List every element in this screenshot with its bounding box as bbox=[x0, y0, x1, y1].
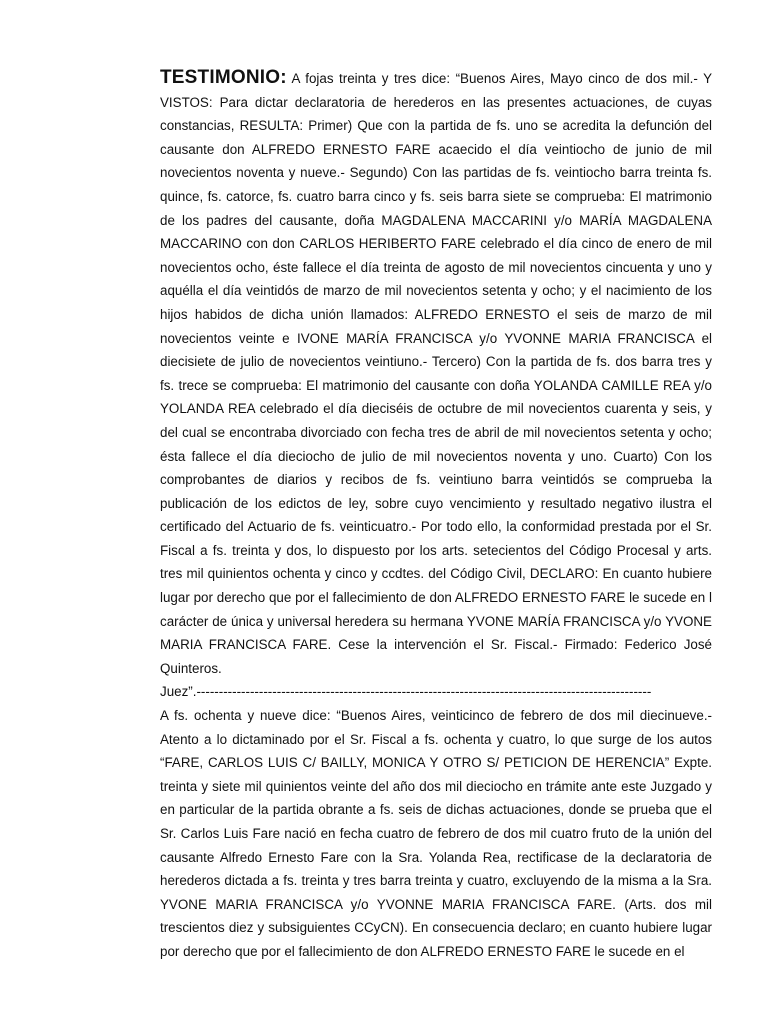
document-title: TESTIMONIO: bbox=[160, 67, 287, 88]
paragraph-2: A fs. ochenta y nueve dice: “Buenos Aires, veinticinco de febrero de dos mil diecinueve.- Atento a lo dictaminado por el Sr. Fiscal a fs. ochenta y cuatro, lo que surge de los autos “FARE, CARLOS LUIS C/ BAILLY, MONICA Y OTRO S/ PETICION DE HERENCIA” Expte. treinta y siete mil quinientos veinte del año dos mil dieciocho en trámite ante este Juzgado y en particular de la partida obrante a fs. seis de dichas actuaciones, donde se prueba que el Sr. Carlos Luis Fare nació en fecha cuatro de febrero de dos mil cuatro fruto de la unión del causante Alfredo Ernesto Fare con la Sra. Yolanda Rea, rectificase de la declaratoria de herederos dictada a fs. treinta y tres barra treinta y cuatro, excluyendo de la misma a la Sra. YVONE MARIA FRANCISCA y/o YVONNE MARIA FRANCISCA FARE. (Arts. dos mil trescientos diez y subsiguientes CCyCN). En consecuencia declaro; en cuanto hubiere lugar por derecho que por el fallecimiento de don ALFREDO ERNESTO FARE le sucede en el bbox=[160, 708, 712, 959]
judge-signature-line: Juez”.------------------------------------------------------------------------------------------------------ bbox=[160, 684, 652, 700]
document-page bbox=[160, 66, 712, 964]
paragraph-testimonio bbox=[160, 66, 712, 680]
paragraph-1-text: A fojas treinta y tres dice: “Buenos Aires, Mayo cinco de dos mil.- Y VISTOS: Para dictar declaratoria de herederos en las presentes actuaciones, de cuyas constancias, RESULTA: Primer) Que con la partida de fs. uno se acredita la defunción del causante don ALFREDO ERNESTO FARE acaecido el día veintiocho de junio de mil novecientos noventa y nueve.- Segundo) Con las partidas de fs. veintiocho barra treinta fs. quince, fs. catorce, fs. cuatro barra cinco y fs. seis barra siete se comprueba: El matrimonio de los padres del causante, doña MAGDALENA MACCARINI y/o MARÍA MAGDALENA MACCARINO con don CARLOS HERIBERTO FARE celebrado el día cinco de enero de mil novecientos ocho, éste fallece el día treinta de agosto de mil novecientos cincuenta y uno y aquélla el día veintidós de marzo de mil novecientos setenta y ocho; y el nacimiento de los hijos habidos de dicha unión llamados: ALFREDO ERNESTO el seis de marzo de mil novecientos veinte e IVONE MARÍA FRANCISCA y/o YVONNE MARIA FRANCISCA el diecisiete de julio de novecientos veintiuno.- Tercero) Con la partida de fs. dos barra tres y fs. trece se comprueba: El matrimonio del causante con doña YOLANDA CAMILLE REA y/o YOLANDA REA celebrado el día dieciséis de octubre de mil novecientos cuarenta y seis, y del cual se encontraba divorciado con fecha tres de abril de mil novecientos setenta y ocho; ésta fallece el día dieciocho de julio de mil novecientos noventa y uno. Cuarto) Con los comprobantes de diarios y recibos de fs. veintiuno barra veintidós se comprueba la publicación de los edictos de ley, sobre cuyo vencimiento y resultado negativo ilustra el certificado del Actuario de fs. veinticuatro.- Por todo ello, la conformidad prestada por el Sr. Fiscal a fs. treinta y dos, lo dispuesto por los arts. setecientos del Código Procesal y arts. tres mil quinientos ochenta y cinco y ccdtes. del Código Civil, DECLARO: En cuanto hubiere lugar por derecho que por el fallecimiento de don ALFREDO ERNESTO FARE le sucede en l carácter de única y universal heredera su hermana YVONE MARÍA FRANCISCA y/o YVONE MARIA FRANCISCA FARE. Cese la intervención el Sr. Fiscal.- Firmado: Federico José Quinteros. bbox=[160, 71, 712, 676]
